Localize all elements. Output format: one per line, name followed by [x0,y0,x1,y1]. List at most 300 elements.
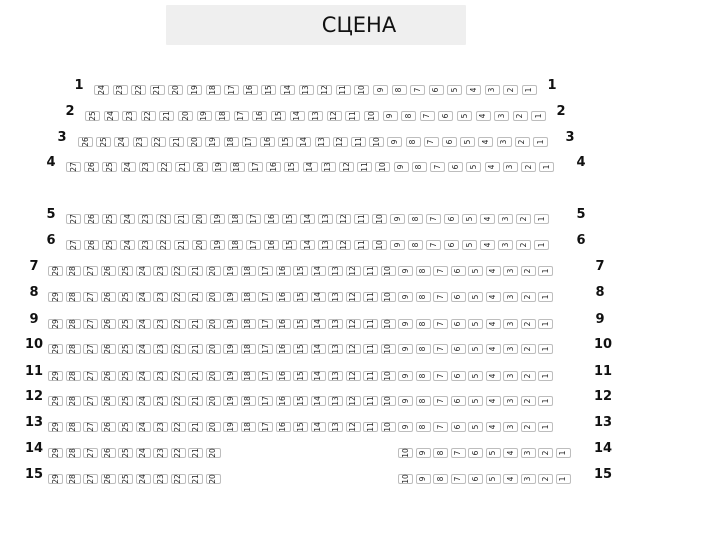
seat[interactable] [118,292,133,302]
seat[interactable] [118,344,133,354]
seat[interactable] [133,137,148,147]
seat[interactable] [357,162,372,172]
seat[interactable] [503,292,518,302]
seat[interactable] [258,292,273,302]
seat[interactable] [206,422,221,432]
seat[interactable] [318,214,333,224]
seat[interactable] [398,396,413,406]
seat[interactable] [136,266,151,276]
seat[interactable] [538,474,553,484]
seat[interactable] [398,344,413,354]
seat[interactable] [346,344,361,354]
seat[interactable] [521,422,536,432]
seat[interactable] [398,371,413,381]
seat[interactable] [503,266,518,276]
seat[interactable] [136,396,151,406]
seat[interactable] [556,474,571,484]
seat[interactable] [503,319,518,329]
seat[interactable] [345,111,360,121]
seat[interactable] [416,474,431,484]
seat[interactable] [311,422,326,432]
seat[interactable] [534,240,549,250]
seat[interactable] [498,240,513,250]
seat[interactable] [398,319,413,329]
seat[interactable] [339,162,354,172]
seat[interactable] [521,448,536,458]
seat[interactable] [363,396,378,406]
seat[interactable] [136,474,151,484]
seat[interactable] [394,162,409,172]
seat[interactable] [486,448,501,458]
seat[interactable] [282,240,297,250]
seat[interactable] [318,240,333,250]
seat[interactable] [120,214,135,224]
seat[interactable] [438,111,453,121]
seat[interactable] [503,396,518,406]
seat[interactable] [416,266,431,276]
seat[interactable] [48,266,63,276]
seat[interactable] [531,111,546,121]
seat[interactable] [159,111,174,121]
seat[interactable] [486,266,501,276]
seat[interactable] [336,214,351,224]
seat[interactable] [363,266,378,276]
seat[interactable] [241,266,256,276]
seat[interactable] [408,240,423,250]
seat[interactable] [171,292,186,302]
seat[interactable] [206,396,221,406]
seat[interactable] [486,396,501,406]
seat[interactable] [346,371,361,381]
seat[interactable] [66,448,81,458]
seat[interactable] [66,292,81,302]
seat[interactable] [206,292,221,302]
seat[interactable] [66,214,81,224]
seat[interactable] [66,396,81,406]
seat[interactable] [299,85,314,95]
seat[interactable] [178,111,193,121]
seat[interactable] [451,422,466,432]
seat[interactable] [381,319,396,329]
seat[interactable] [101,422,116,432]
seat[interactable] [94,85,109,95]
seat[interactable] [193,162,208,172]
seat[interactable] [381,344,396,354]
seat[interactable] [223,422,238,432]
seat[interactable] [503,344,518,354]
seat[interactable] [556,448,571,458]
seat[interactable] [503,448,518,458]
seat[interactable] [83,371,98,381]
seat[interactable] [153,292,168,302]
seat[interactable] [66,371,81,381]
seat[interactable] [48,344,63,354]
seat[interactable] [206,371,221,381]
seat[interactable] [387,137,402,147]
seat[interactable] [503,474,518,484]
seat[interactable] [101,344,116,354]
seat[interactable] [138,240,153,250]
seat[interactable] [328,396,343,406]
seat[interactable] [278,137,293,147]
seat[interactable] [533,137,548,147]
seat[interactable] [447,85,462,95]
seat[interactable] [228,214,243,224]
seat[interactable] [293,319,308,329]
seat[interactable] [503,422,518,432]
seat[interactable] [141,111,156,121]
seat[interactable] [157,162,172,172]
seat[interactable] [539,162,554,172]
seat[interactable] [538,266,553,276]
seat[interactable] [460,137,475,147]
seat[interactable] [83,319,98,329]
seat[interactable] [118,396,133,406]
seat[interactable] [223,266,238,276]
seat[interactable] [83,396,98,406]
seat[interactable] [131,85,146,95]
seat[interactable] [485,85,500,95]
seat[interactable] [83,266,98,276]
seat[interactable] [408,214,423,224]
seat[interactable] [258,319,273,329]
seat[interactable] [136,292,151,302]
seat[interactable] [258,396,273,406]
seat[interactable] [433,474,448,484]
seat[interactable] [223,319,238,329]
seat[interactable] [169,137,184,147]
seat[interactable] [102,162,117,172]
seat[interactable] [412,162,427,172]
seat[interactable] [369,137,384,147]
seat[interactable] [468,292,483,302]
seat[interactable] [101,474,116,484]
seat[interactable] [243,85,258,95]
seat[interactable] [363,422,378,432]
seat[interactable] [136,344,151,354]
seat[interactable] [416,396,431,406]
seat[interactable] [276,344,291,354]
seat[interactable] [392,85,407,95]
seat[interactable] [118,422,133,432]
seat[interactable] [223,344,238,354]
seat[interactable] [114,137,129,147]
seat[interactable] [448,162,463,172]
seat[interactable] [406,137,421,147]
seat[interactable] [241,371,256,381]
seat[interactable] [241,396,256,406]
seat[interactable] [293,371,308,381]
seat[interactable] [153,448,168,458]
seat[interactable] [373,85,388,95]
seat[interactable] [494,111,509,121]
seat[interactable] [457,111,472,121]
seat[interactable] [258,371,273,381]
seat[interactable] [328,371,343,381]
seat[interactable] [266,162,281,172]
seat[interactable] [136,371,151,381]
seat[interactable] [284,162,299,172]
seat[interactable] [521,371,536,381]
seat[interactable] [224,137,239,147]
seat[interactable] [96,137,111,147]
seat[interactable] [468,396,483,406]
seat[interactable] [261,85,276,95]
seat[interactable] [433,319,448,329]
seat[interactable] [66,319,81,329]
seat[interactable] [168,85,183,95]
seat[interactable] [296,137,311,147]
seat[interactable] [122,111,137,121]
seat[interactable] [66,474,81,484]
seat[interactable] [433,422,448,432]
seat[interactable] [101,266,116,276]
seat[interactable] [521,266,536,276]
seat[interactable] [264,240,279,250]
seat[interactable] [317,85,332,95]
seat[interactable] [223,371,238,381]
seat[interactable] [538,422,553,432]
seat[interactable] [311,344,326,354]
seat[interactable] [476,111,491,121]
seat[interactable] [241,344,256,354]
seat[interactable] [451,396,466,406]
seat[interactable] [171,371,186,381]
seat[interactable] [426,214,441,224]
seat[interactable] [429,85,444,95]
seat[interactable] [486,292,501,302]
seat[interactable] [228,240,243,250]
seat[interactable] [197,111,212,121]
seat[interactable] [521,319,536,329]
seat[interactable] [280,85,295,95]
seat[interactable] [205,137,220,147]
seat[interactable] [113,85,128,95]
seat[interactable] [521,162,536,172]
seat[interactable] [498,214,513,224]
seat[interactable] [354,85,369,95]
seat[interactable] [466,162,481,172]
seat[interactable] [486,344,501,354]
seat[interactable] [276,396,291,406]
seat[interactable] [346,422,361,432]
seat[interactable] [398,422,413,432]
seat[interactable] [118,319,133,329]
seat[interactable] [321,162,336,172]
seat[interactable] [538,319,553,329]
seat[interactable] [150,85,165,95]
seat[interactable] [282,214,297,224]
seat[interactable] [118,448,133,458]
seat[interactable] [451,266,466,276]
seat[interactable] [521,292,536,302]
seat[interactable] [486,371,501,381]
seat[interactable] [346,266,361,276]
seat[interactable] [354,240,369,250]
seat[interactable] [153,266,168,276]
seat[interactable] [246,214,261,224]
seat[interactable] [398,292,413,302]
seat[interactable] [451,474,466,484]
seat[interactable] [363,371,378,381]
seat[interactable] [83,448,98,458]
seat[interactable] [153,396,168,406]
seat[interactable] [480,214,495,224]
seat[interactable] [503,371,518,381]
seat[interactable] [83,292,98,302]
seat[interactable] [451,292,466,302]
seat[interactable] [430,162,445,172]
seat[interactable] [171,266,186,276]
seat[interactable] [153,344,168,354]
seat[interactable] [83,474,98,484]
seat[interactable] [118,371,133,381]
seat[interactable] [171,474,186,484]
seat[interactable] [328,344,343,354]
seat[interactable] [327,111,342,121]
seat[interactable] [363,319,378,329]
seat[interactable] [210,214,225,224]
seat[interactable] [478,137,493,147]
seat[interactable] [451,371,466,381]
seat[interactable] [462,240,477,250]
seat[interactable] [271,111,286,121]
seat[interactable] [364,111,379,121]
seat[interactable] [264,214,279,224]
seat[interactable] [503,162,518,172]
seat[interactable] [381,292,396,302]
seat[interactable] [192,240,207,250]
seat[interactable] [311,266,326,276]
seat[interactable] [188,344,203,354]
seat[interactable] [48,319,63,329]
seat[interactable] [416,319,431,329]
seat[interactable] [206,474,221,484]
seat[interactable] [206,319,221,329]
seat[interactable] [66,162,81,172]
seat[interactable] [171,396,186,406]
seat[interactable] [206,85,221,95]
seat[interactable] [206,344,221,354]
seat[interactable] [363,344,378,354]
seat[interactable] [102,240,117,250]
seat[interactable] [480,240,495,250]
seat[interactable] [101,396,116,406]
seat[interactable] [215,111,230,121]
seat[interactable] [48,474,63,484]
seat[interactable] [78,137,93,147]
seat[interactable] [171,344,186,354]
seat[interactable] [433,344,448,354]
seat[interactable] [153,474,168,484]
seat[interactable] [336,85,351,95]
seat[interactable] [416,371,431,381]
seat[interactable] [224,85,239,95]
seat[interactable] [538,448,553,458]
seat[interactable] [468,448,483,458]
seat[interactable] [381,266,396,276]
seat[interactable] [375,162,390,172]
seat[interactable] [381,371,396,381]
seat[interactable] [66,266,81,276]
seat[interactable] [416,422,431,432]
seat[interactable] [521,344,536,354]
seat[interactable] [120,240,135,250]
seat[interactable] [212,162,227,172]
seat[interactable] [206,266,221,276]
seat[interactable] [188,319,203,329]
seat[interactable] [515,137,530,147]
seat[interactable] [300,240,315,250]
seat[interactable] [118,266,133,276]
seat[interactable] [66,422,81,432]
seat[interactable] [223,396,238,406]
seat[interactable] [462,214,477,224]
seat[interactable] [101,448,116,458]
seat[interactable] [328,292,343,302]
seat[interactable] [84,240,99,250]
seat[interactable] [315,137,330,147]
seat[interactable] [175,162,190,172]
seat[interactable] [66,344,81,354]
seat[interactable] [311,371,326,381]
seat[interactable] [468,422,483,432]
seat[interactable] [372,240,387,250]
seat[interactable] [486,422,501,432]
seat[interactable] [538,292,553,302]
seat[interactable] [416,292,431,302]
seat[interactable] [522,85,537,95]
seat[interactable] [333,137,348,147]
seat[interactable] [187,85,202,95]
seat[interactable] [242,137,257,147]
seat[interactable] [468,474,483,484]
seat[interactable] [497,137,512,147]
seat[interactable] [206,448,221,458]
seat[interactable] [136,319,151,329]
seat[interactable] [433,292,448,302]
seat[interactable] [48,448,63,458]
seat[interactable] [503,85,518,95]
seat[interactable] [328,319,343,329]
seat[interactable] [241,292,256,302]
seat[interactable] [381,396,396,406]
seat[interactable] [398,474,413,484]
seat[interactable] [346,319,361,329]
seat[interactable] [521,474,536,484]
seat[interactable] [258,422,273,432]
seat[interactable] [468,371,483,381]
seat[interactable] [171,319,186,329]
seat[interactable] [513,111,528,121]
seat[interactable] [136,422,151,432]
seat[interactable] [410,85,425,95]
seat[interactable] [433,266,448,276]
seat[interactable] [276,266,291,276]
seat[interactable] [516,214,531,224]
seat[interactable] [346,396,361,406]
seat[interactable] [102,214,117,224]
seat[interactable] [303,162,318,172]
seat[interactable] [416,344,431,354]
seat[interactable] [451,448,466,458]
seat[interactable] [293,292,308,302]
seat[interactable] [171,448,186,458]
seat[interactable] [83,422,98,432]
seat[interactable] [153,319,168,329]
seat[interactable] [433,371,448,381]
seat[interactable] [241,319,256,329]
